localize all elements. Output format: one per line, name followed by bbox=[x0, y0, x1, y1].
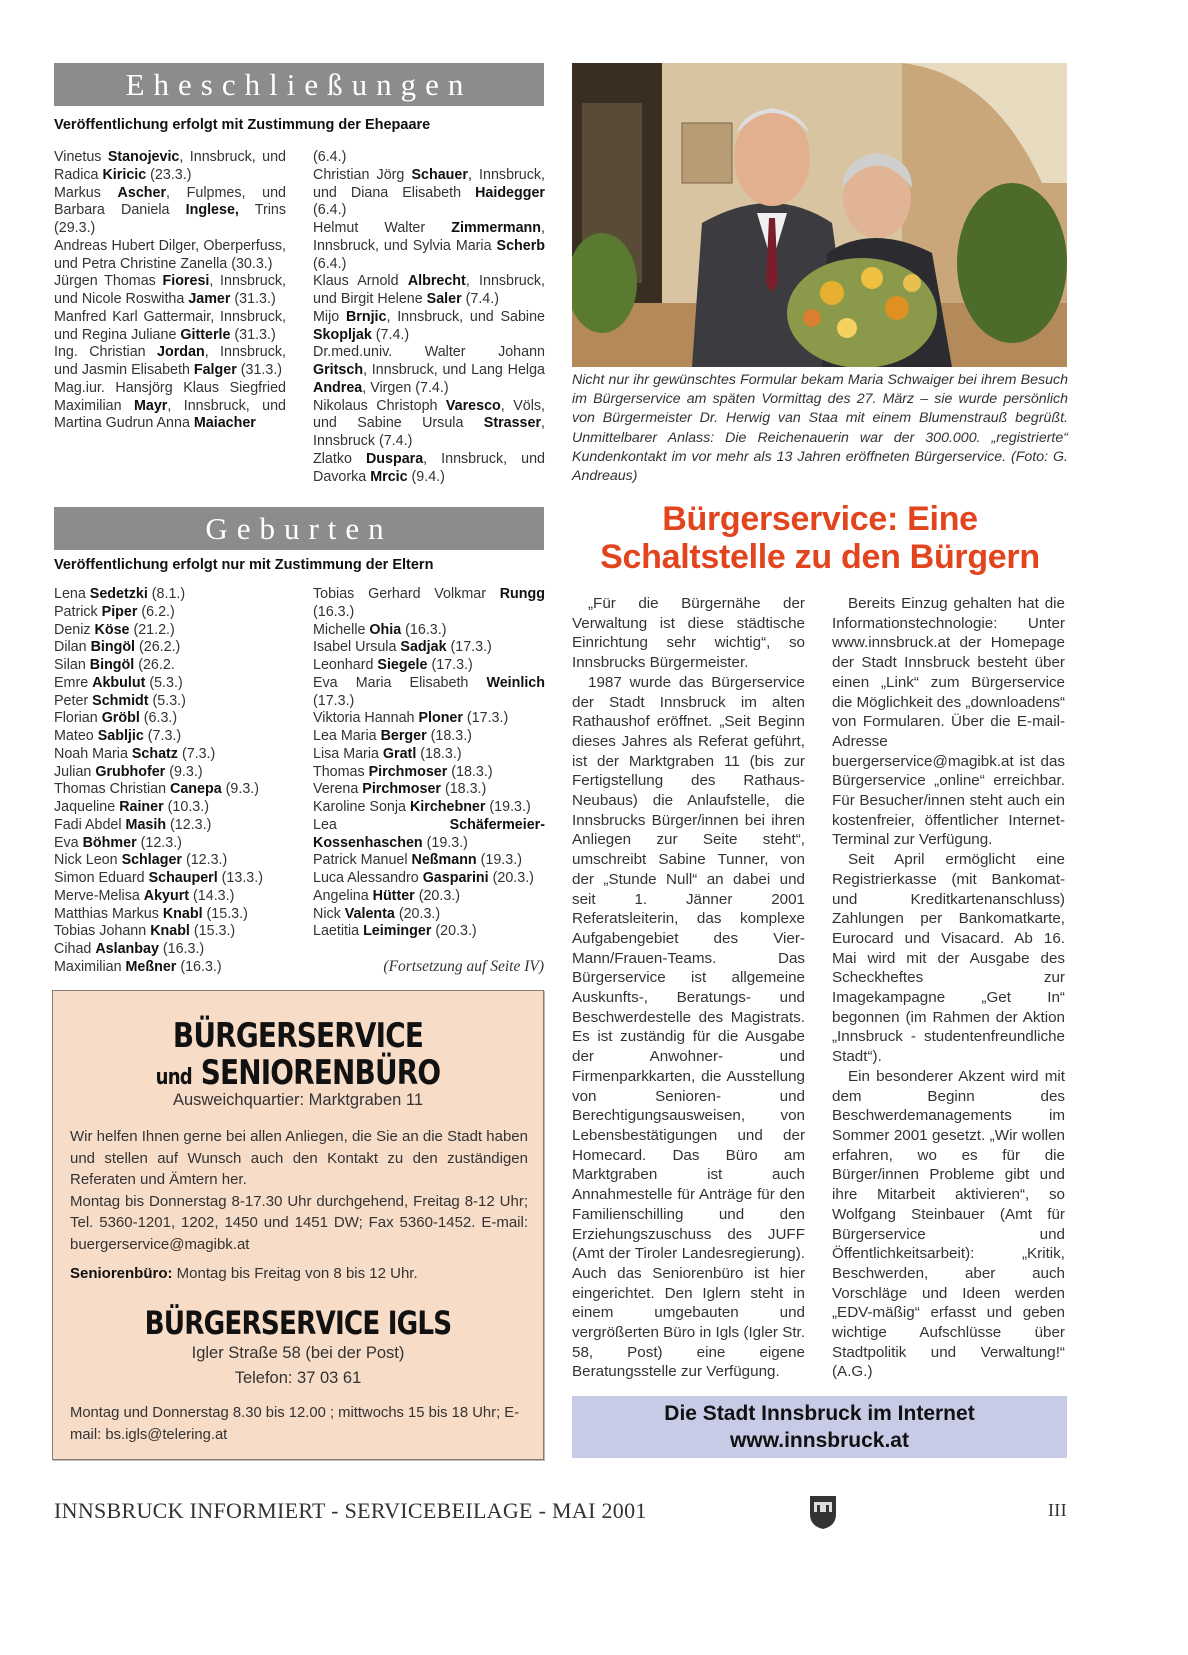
surname: Schauperl bbox=[148, 870, 218, 886]
list-entry bbox=[54, 693, 286, 711]
surname: Canepa bbox=[170, 781, 222, 798]
entry-text: , Innsbruck, und Martina Gudrun Anna bbox=[54, 397, 287, 432]
entry-text: (17.3.) bbox=[313, 692, 355, 709]
entry-text: Lea Maria bbox=[313, 728, 381, 744]
entry-text: Trins (29.3.) bbox=[54, 202, 286, 236]
surname: Jordan bbox=[157, 344, 205, 361]
entry-text: Eva bbox=[54, 834, 83, 851]
surname: Weinlich bbox=[486, 674, 545, 691]
entry-text: Angelina bbox=[313, 887, 373, 904]
entry-text: Simon Eduard bbox=[54, 870, 149, 886]
infobox-senior-hours bbox=[70, 1263, 528, 1285]
infobox-title-senior: SENIORENBÜRO bbox=[200, 1053, 441, 1093]
entry-text: Julian bbox=[54, 763, 96, 780]
list-entry bbox=[54, 586, 286, 604]
entry-text: Lisa Maria bbox=[313, 745, 383, 762]
entry-text: (7.4.) bbox=[461, 291, 499, 307]
entry-text: (14.3.) bbox=[189, 887, 235, 904]
igls-address: Igler Straße 58 (bei der Post) bbox=[191, 1344, 405, 1362]
entry-text: Vinetus bbox=[54, 149, 108, 165]
list-entry bbox=[313, 398, 545, 451]
entry-text: (6.2.) bbox=[137, 603, 175, 620]
list-entry bbox=[54, 888, 286, 906]
list-entry bbox=[313, 344, 545, 397]
service-info-box bbox=[52, 990, 544, 1460]
surname: Schlager bbox=[121, 852, 182, 869]
entry-text: (7.3.) bbox=[177, 745, 216, 762]
entry-text: Zlatko bbox=[313, 450, 366, 467]
surname: Kiricic bbox=[102, 166, 147, 183]
list-entry bbox=[313, 657, 545, 675]
surname: Saler bbox=[426, 291, 462, 307]
surname: Gasparini bbox=[422, 870, 489, 886]
entry-text: Mijo bbox=[313, 308, 346, 325]
surname: Gritsch bbox=[313, 362, 364, 378]
entry-text: , Innsbruck (7.4.) bbox=[313, 415, 545, 449]
list-entry bbox=[313, 852, 545, 870]
list-entry bbox=[54, 923, 286, 941]
entry-text: Mag.iur. Hansjörg Klaus Siegfried Maximilian bbox=[54, 379, 286, 414]
entry-text: (18.3.) bbox=[426, 728, 472, 744]
entry-text: (16.3.) bbox=[158, 941, 205, 957]
entry-text: , Innsbruck, und Jasmin Elisabeth bbox=[54, 344, 286, 378]
entry-text: (17.3.) bbox=[446, 639, 492, 656]
list-entry bbox=[54, 344, 286, 380]
infobox-text bbox=[70, 1126, 528, 1285]
article-paragraph: Bereits Einzug gehalten hat die Informationstechnologie: Unter www.innsbruck.at der Homepage der Stadt Innsbruck besteht über einen „Link“ zum Bürgerservice die Möglichkeit des „downloadens“ von Formularen. Über die E-mail-Adresse buergerservice@magibk.at ist das Bürgerservice „online“ erreichbar. Für Besucher/innen steht auch ein kostenfreier, öffentlicher Internet-Terminal zur Verfügung. bbox=[832, 595, 1066, 849]
section-header-marriages: Eheschließungen bbox=[54, 63, 544, 106]
surname: Mayr bbox=[133, 397, 168, 414]
entry-text: Emre bbox=[54, 674, 93, 691]
surname: Piper bbox=[101, 603, 138, 620]
entry-text: (17.3.) bbox=[462, 710, 509, 727]
entry-text: Leonhard bbox=[313, 657, 378, 673]
surname: Ploner bbox=[418, 710, 463, 727]
entry-text: Laetitia bbox=[313, 923, 364, 940]
surname: Valenta bbox=[344, 905, 395, 922]
entry-text: Isabel Ursula bbox=[313, 639, 401, 656]
surname: Mrcic bbox=[370, 468, 408, 485]
entry-text: Deniz bbox=[54, 621, 95, 638]
surname: Ascher bbox=[117, 184, 167, 201]
list-entry bbox=[313, 309, 545, 345]
surname: Maiacher bbox=[193, 415, 256, 432]
surname: Scherb bbox=[496, 237, 545, 254]
entry-text: Noah Maria bbox=[54, 745, 132, 762]
surname: Varesco bbox=[445, 397, 501, 414]
surname: Schauer bbox=[411, 166, 468, 183]
surname: Fioresi bbox=[162, 273, 210, 290]
surname: Schmidt bbox=[92, 692, 149, 709]
entry-text: Patrick Manuel bbox=[313, 852, 412, 869]
entry-text: (20.3.) bbox=[394, 905, 441, 922]
list-entry bbox=[54, 728, 286, 746]
photo-mayor-with-visitor bbox=[572, 63, 1067, 367]
surname: Stanojevic bbox=[107, 149, 180, 165]
surname: Berger bbox=[380, 728, 427, 744]
entry-text: (9.3.) bbox=[165, 763, 203, 780]
list-entry bbox=[54, 273, 286, 309]
entry-text: (8.1.) bbox=[147, 586, 186, 602]
entry-text: (12.3.) bbox=[136, 834, 182, 851]
entry-text: Mateo bbox=[54, 728, 98, 744]
entry-text: , Innsbruck, und Diana Elisabeth bbox=[313, 166, 546, 201]
list-entry bbox=[54, 906, 286, 924]
entry-text: Thomas Christian bbox=[54, 781, 171, 798]
list-entry bbox=[54, 870, 286, 888]
footer-publication: INNSBRUCK INFORMIERT - SERVICEBEILAGE - MAI 2001 bbox=[54, 1498, 647, 1523]
entry-text: , Innsbruck, und Sabine bbox=[386, 308, 545, 325]
entry-text: Nick Leon bbox=[54, 852, 122, 869]
list-entry bbox=[54, 309, 286, 345]
entry-text: , Völs, und Sabine Ursula bbox=[313, 397, 545, 432]
infobox-und: und bbox=[155, 1065, 192, 1090]
list-entry bbox=[313, 923, 545, 941]
surname: Duspara bbox=[365, 450, 424, 467]
surname: Gratl bbox=[382, 745, 417, 762]
article-headline-2: Schaltstelle zu den Bürgern bbox=[600, 538, 1040, 576]
entry-text: (20.3.) bbox=[414, 887, 461, 904]
entry-text: Tobias Johann bbox=[54, 923, 151, 940]
igls-title: BÜRGERSERVICE IGLS bbox=[144, 1304, 452, 1342]
surname: Aslanbay bbox=[95, 941, 159, 957]
surname: Gröbl bbox=[101, 710, 140, 727]
list-entry bbox=[313, 220, 545, 273]
list-entry bbox=[54, 852, 286, 870]
surname: Kirchebner bbox=[409, 799, 486, 815]
list-entry bbox=[54, 799, 286, 817]
entry-text: , Innsbruck, und Radica bbox=[54, 149, 286, 183]
entry-text: Verena bbox=[313, 781, 363, 798]
list-entry bbox=[54, 380, 286, 433]
entry-text: (5.3.) bbox=[145, 674, 183, 691]
entry-text: Cihad bbox=[54, 941, 96, 957]
entry-text: (5.3.) bbox=[148, 692, 186, 709]
entry-text: Florian bbox=[54, 710, 102, 727]
entry-text: (6.4.) bbox=[313, 202, 347, 219]
surname: Masih bbox=[125, 816, 167, 833]
entry-text: Peter bbox=[54, 692, 93, 709]
surname: Skopljak bbox=[313, 326, 372, 343]
list-entry bbox=[313, 149, 545, 167]
continuation-note: (Fortsetzung auf Seite IV) bbox=[383, 958, 544, 975]
entry-text: (23.3.) bbox=[146, 166, 192, 183]
section-header-births: Geburten bbox=[54, 507, 544, 550]
surname: Inglese, bbox=[185, 202, 239, 219]
list-entry bbox=[313, 888, 545, 906]
list-entry bbox=[313, 781, 545, 799]
entry-text: Christian Jörg bbox=[313, 166, 412, 183]
entry-text: (20.3.) bbox=[431, 923, 477, 940]
list-entry bbox=[54, 604, 286, 622]
surname: Leiminger bbox=[363, 923, 432, 940]
marriages-column-2 bbox=[313, 149, 545, 486]
list-entry bbox=[313, 586, 545, 622]
list-entry bbox=[54, 657, 286, 675]
entry-text: Ing. Christian bbox=[54, 344, 158, 361]
entry-text: , Virgen (7.4.) bbox=[362, 379, 449, 396]
entry-text: (6.4.) bbox=[313, 149, 347, 165]
births-subtitle: Veröffentlichung erfolgt nur mit Zustimmung der Eltern bbox=[54, 557, 434, 573]
entry-text: (20.3.) bbox=[488, 870, 534, 886]
list-entry bbox=[54, 622, 286, 640]
entry-text: (10.3.) bbox=[163, 799, 209, 815]
list-entry bbox=[54, 959, 286, 977]
entry-text: (7.4.) bbox=[371, 326, 410, 343]
entry-text: (18.3.) bbox=[416, 745, 462, 762]
entry-text: Helmut Walter bbox=[313, 220, 452, 236]
entry-text: Dr.med.univ. Walter Johann bbox=[313, 344, 545, 361]
entry-text: Luca Alessandro bbox=[313, 870, 423, 886]
entry-text: Thomas bbox=[313, 763, 369, 780]
entry-text: (16.3.) bbox=[176, 958, 222, 975]
entry-text: Michelle bbox=[313, 621, 370, 638]
surname: Rainer bbox=[119, 799, 164, 815]
entry-text: (6.4.) bbox=[313, 255, 347, 272]
list-entry bbox=[313, 817, 545, 853]
list-entry bbox=[313, 710, 545, 728]
list-entry bbox=[313, 622, 545, 640]
entry-text: Maximilian bbox=[54, 958, 126, 975]
entry-text: (13.3.) bbox=[217, 870, 263, 886]
infobox-title: BÜRGERSERVICE bbox=[172, 1016, 424, 1056]
entry-text: (31.3.) bbox=[230, 326, 276, 343]
surname: Meßner bbox=[125, 958, 177, 975]
entry-text: (12.3.) bbox=[181, 852, 228, 869]
entry-text: , Innsbruck, und Lang Helga bbox=[363, 362, 545, 378]
surname: Gitterle bbox=[180, 326, 231, 343]
entry-text: Lea bbox=[313, 816, 450, 833]
internet-box-title: Die Stadt Innsbruck im Internet bbox=[664, 1402, 975, 1425]
entry-text: (18.3.) bbox=[447, 763, 493, 780]
entry-text: Nick bbox=[313, 905, 345, 922]
entry-text: , Innsbruck, und Birgit Helene bbox=[313, 273, 545, 307]
surname: Akbulut bbox=[92, 674, 146, 691]
entry-text: (12.3.) bbox=[166, 816, 212, 833]
entry-text: Eva Maria Elisabeth bbox=[313, 674, 487, 691]
surname: Knabl bbox=[162, 905, 203, 922]
infobox-location: Ausweichquartier: Marktgraben 11 bbox=[172, 1091, 424, 1109]
list-entry bbox=[54, 781, 286, 799]
article-paragraph: Seit April ermöglicht eine Registrierkasse (mit Bankomat- und Kreditkartenanschluss) Zahlungen per Bankomatkarte, Eurocard und Visacard. Ab 16. Mai wird mit der Ausgabe des Scheckheftes zur Imagekampagne „Get In“ begonnen (im Rahmen der Aktion „Innsbruck - studentenfreundliche Stadt“). bbox=[832, 851, 1065, 1066]
list-entry bbox=[54, 185, 286, 238]
surname: Bingöl bbox=[89, 657, 135, 673]
surname: Köse bbox=[94, 621, 130, 638]
entry-text: Manfred Karl Gattermair, Innsbruck, und Regina Juliane bbox=[54, 308, 286, 343]
entry-text: (19.3.) bbox=[476, 852, 522, 869]
entry-text: Klaus Arnold bbox=[313, 273, 408, 290]
entry-text: (9.4.) bbox=[407, 468, 445, 485]
entry-text: Matthias Markus bbox=[54, 905, 163, 922]
entry-text: (17.3.) bbox=[427, 657, 473, 673]
infobox-intro: Wir helfen Ihnen gerne bei allen Anliegen, die Sie an die Stadt haben und stellen auf Wunsch auch den Kontakt zu den zuständigen Referaten und Ämtern her. bbox=[70, 1128, 528, 1188]
list-entry bbox=[313, 870, 545, 888]
entry-text: , Innsbruck, und Davorka bbox=[313, 450, 545, 485]
surname: Pirchmoser bbox=[368, 763, 448, 780]
surname: Neßmann bbox=[411, 852, 477, 869]
surname: Hütter bbox=[372, 887, 415, 904]
list-entry bbox=[54, 639, 286, 657]
surname: Sadjak bbox=[400, 639, 447, 656]
entry-text: (15.3.) bbox=[189, 923, 236, 940]
surname: Pirchmoser bbox=[362, 781, 441, 798]
internet-box bbox=[572, 1396, 1067, 1458]
entry-text: Nikolaus Christoph bbox=[313, 397, 446, 414]
surname: Sabljic bbox=[97, 728, 144, 744]
surname: Haidegger bbox=[475, 184, 545, 201]
entry-text: (9.3.) bbox=[221, 781, 260, 798]
surname: Böhmer bbox=[82, 834, 137, 851]
surname: Ohia bbox=[369, 621, 402, 638]
article-column-1 bbox=[572, 594, 805, 1382]
births-column-1 bbox=[54, 586, 286, 977]
entry-text: (26.2. bbox=[134, 657, 175, 673]
photo-caption: Nicht nur ihr gewünschtes Formular bekam Maria Schwaiger bei ihrem Besuch im Bürgerservice am späten Vormittag des 27. März – sie wurde persönlich von Bürgermeister Dr. Herwig van Staa mit einem Blumenstrauß begrüßt. Unmittelbarer Anlass: Die Reichenauerin war der 300.000. „registrierte“ Kundenkontakt im vor mehr als 13 Jahren eröffneten Bürgerservice. (Foto: G. Andreaus) bbox=[572, 372, 1068, 485]
list-entry bbox=[313, 639, 545, 657]
list-entry bbox=[54, 710, 286, 728]
entry-text: (31.3.) bbox=[230, 291, 276, 307]
marriages-column-1 bbox=[54, 149, 286, 433]
entry-text: Lena bbox=[54, 586, 90, 602]
surname: Brnjic bbox=[345, 308, 387, 325]
article-headline-1: Bürgerservice: Eine bbox=[662, 500, 978, 538]
entry-text: Silan bbox=[54, 657, 90, 673]
entry-text: (21.2.) bbox=[129, 621, 175, 638]
surname: Zimmermann bbox=[451, 220, 542, 236]
list-entry bbox=[54, 238, 286, 274]
list-entry bbox=[313, 167, 545, 220]
list-entry bbox=[313, 273, 545, 309]
surname: Falger bbox=[193, 362, 237, 378]
city-coat-of-arms-icon bbox=[808, 1494, 838, 1535]
entry-text: (7.3.) bbox=[143, 728, 182, 744]
births-column-2 bbox=[313, 586, 545, 941]
list-entry bbox=[54, 764, 286, 782]
surname: Jamer bbox=[188, 291, 231, 307]
entry-text: Andreas Hubert Dilger, Oberperfuss, und Petra Christine Zanella (30.3.) bbox=[54, 237, 286, 272]
entry-text: Dilan bbox=[54, 639, 91, 656]
entry-text: (16.3.) bbox=[313, 603, 355, 620]
page-number: III bbox=[1048, 1500, 1067, 1520]
senior-label: Seniorenbüro: bbox=[70, 1265, 173, 1282]
entry-text: , Innsbruck, und Nicole Roswitha bbox=[54, 273, 286, 307]
entry-text: Patrick bbox=[54, 603, 102, 620]
list-entry bbox=[313, 746, 545, 764]
entry-text: (19.3.) bbox=[422, 834, 468, 851]
entry-text: Markus bbox=[54, 184, 118, 201]
list-entry bbox=[313, 764, 545, 782]
surname: Akyurt bbox=[143, 887, 190, 904]
article-paragraph: „Für die Bürgernähe der Verwaltung ist diese städtische Einrichtung sehr wichtig“, so Innsbrucks Bürgermeister. bbox=[572, 595, 805, 672]
entry-text: Viktoria Hannah bbox=[313, 710, 419, 727]
article-column-2 bbox=[832, 594, 1065, 1382]
entry-text: (6.3.) bbox=[139, 710, 178, 727]
list-entry bbox=[54, 941, 286, 959]
entry-text: Merve-Melisa bbox=[54, 887, 144, 904]
entry-text: (16.3.) bbox=[401, 621, 447, 638]
list-entry bbox=[313, 906, 545, 924]
list-entry bbox=[313, 451, 545, 487]
article-paragraph: Ein besonderer Akzent wird mit dem Beginn des Beschwerdemanagements im Sommer 2001 gesetzt. „Wir wollen erfahren, wo es für die Bürger/innen Probleme gibt und ihre Mitarbeit aktivieren“, so Wolfgang Steinbauer (Amt für Bürgerservice und Öffentlichkeitsarbeit): „Kritik, Beschwerden, aber auch Vorschläge und Ideen werden „EDV-mäßig“ erfasst und geben wichtige Aufschlüsse über Stadtpolitik und Verwaltung!“ (A.G.) bbox=[832, 1067, 1065, 1381]
list-entry bbox=[54, 817, 286, 835]
list-entry bbox=[313, 675, 545, 711]
list-entry bbox=[313, 799, 545, 817]
list-entry bbox=[54, 746, 286, 764]
igls-phone: Telefon: 37 03 61 bbox=[234, 1369, 362, 1387]
entry-text: Jaqueline bbox=[54, 799, 120, 815]
list-entry bbox=[313, 728, 545, 746]
entry-text: (18.3.) bbox=[440, 781, 487, 798]
surname: Andrea bbox=[313, 379, 363, 396]
surname: Rungg bbox=[499, 586, 545, 602]
surname: Schatz bbox=[131, 745, 178, 762]
entry-text: , Innsbruck, und Sylvia Maria bbox=[313, 220, 545, 254]
surname: Grubhofer bbox=[95, 763, 166, 780]
article-paragraph: 1987 wurde das Bürgerservice der Stadt Innsbruck im alten Rathaushof eröffnet. „Seit Beginn dieses Jahres als Referat geführt, ist der Marktgraben 11 (bis zur Fertigstellung des Rathaus-Neubaus) die Anlaufstelle, die Innsbrucks Bürger/innen bei ihren Anliegen zur Seite steht“, umschreibt Sabine Tunner, von der „Stunde Null“ an dabei und seit 1. Jänner 2001 Referatsleiterin, das komplexe Aufgabengebiet des Vier-Mann/Frauen-Teams. Das Bürgerservice ist allgemeine Auskunfts-, Beratungs- und Beschwerdestelle des Magistrats. Es ist zuständig für die Ausgabe der Anwohner- und Firmenparkkarten, die Ausstellung von Senioren- und Berechtigungsausweisen, von Lebensbestätigungen und der Homecard. Das Büro am Marktgraben ist auch Annahmestelle für Anträge für den Familienschilling und den Erziehungszuschuss des JUFF (Amt der Tiroler Landesregierung). Auch das Seniorenbüro ist hier eingerichtet. Den Iglern steht in einem umgebauten und vergrößerten Büro in Igls (Igler Str. 58, Post) eine eigene Beratungsstelle zur Verfügung. bbox=[572, 673, 805, 1381]
entry-text: Tobias Gerhard Volkmar bbox=[313, 586, 500, 602]
entry-text: Jürgen Thomas bbox=[54, 273, 163, 290]
marriages-subtitle: Veröffentlichung erfolgt mit Zustimmung der Ehepaare bbox=[54, 117, 431, 133]
list-entry bbox=[54, 835, 286, 853]
surname: Siegele bbox=[377, 657, 428, 673]
entry-text: Fadi Abdel bbox=[54, 816, 126, 833]
infobox-hours: Montag bis Donnerstag 8-17.30 Uhr durchgehend, Freitag 8-12 Uhr; Tel. 5360-1201, 1202, 1450 und 1451 DW; Fax 5360-1452. E-mail: buergerservice@magibk.at bbox=[70, 1192, 528, 1253]
entry-text: , Fulpmes, und Barbara Daniela bbox=[54, 184, 286, 219]
senior-text: Montag bis Freitag von 8 bis 12 Uhr. bbox=[172, 1265, 418, 1282]
surname: Schäfermeier-Kossenhaschen bbox=[313, 816, 545, 851]
surname: Knabl bbox=[150, 923, 190, 940]
surname: Sedetzki bbox=[89, 586, 148, 602]
list-entry bbox=[54, 149, 286, 185]
entry-text: (31.3.) bbox=[236, 362, 283, 378]
entry-text: Karoline Sonja bbox=[313, 799, 410, 815]
surname: Bingöl bbox=[90, 639, 136, 656]
igls-hours: Montag und Donnerstag 8.30 bis 12.00 ; mittwochs 15 bis 18 Uhr; E-mail: bs.igls@telering.at bbox=[70, 1405, 520, 1443]
list-entry bbox=[54, 675, 286, 693]
entry-text: (19.3.) bbox=[485, 799, 531, 815]
internet-box-url[interactable]: www.innsbruck.at bbox=[730, 1429, 909, 1452]
entry-text: (15.3.) bbox=[202, 905, 248, 922]
surname: Albrecht bbox=[407, 273, 466, 290]
entry-text: (26.2.) bbox=[135, 639, 181, 656]
surname: Strasser bbox=[483, 415, 542, 432]
